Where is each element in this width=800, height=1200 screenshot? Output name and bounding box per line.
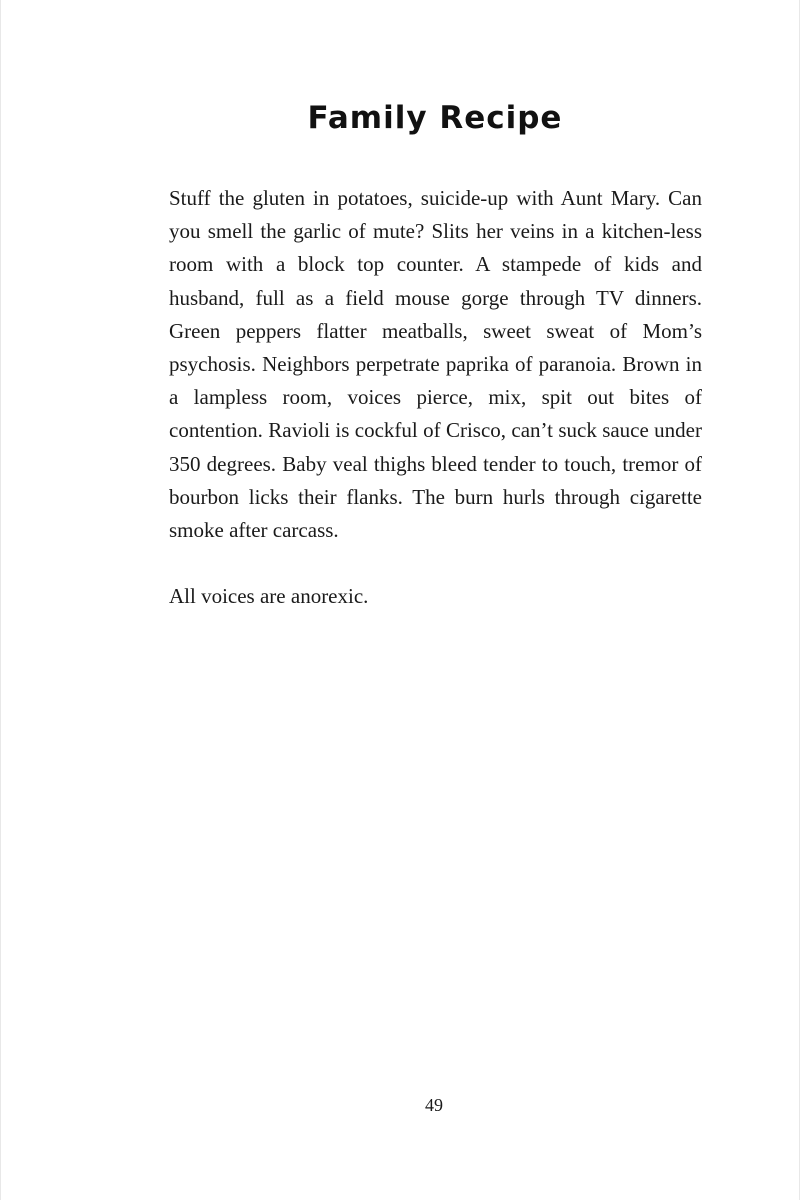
poem-body bbox=[169, 182, 702, 613]
poem-paragraph-2: All voices are anorexic. bbox=[169, 584, 369, 609]
poem-paragraph-1: Stuff the gluten in potatoes, suicide-up with Aunt Mary. Can you smell the garlic of mute? Slits her veins in a kitchen-less room with a block top counter. A stampede of kids and husband, full as a field mouse gorge through TV dinners. Green peppers flatter meatballs, sweet sweat of Mom’s psychosis. Neighbors perpetrate paprika of paranoia. Brown in a lampless room, voices pierce, mix, spit out bites of contention. Ravioli is cockful of Crisco, can’t suck sauce under 350 degrees. Baby veal thighs bleed tender to touch, tremor of bourbon licks their flanks. The burn hurls through cigarette smoke after carcass. bbox=[169, 186, 702, 543]
page-number: 49 bbox=[425, 1095, 443, 1115]
poem-title: Family Recipe bbox=[307, 100, 563, 136]
